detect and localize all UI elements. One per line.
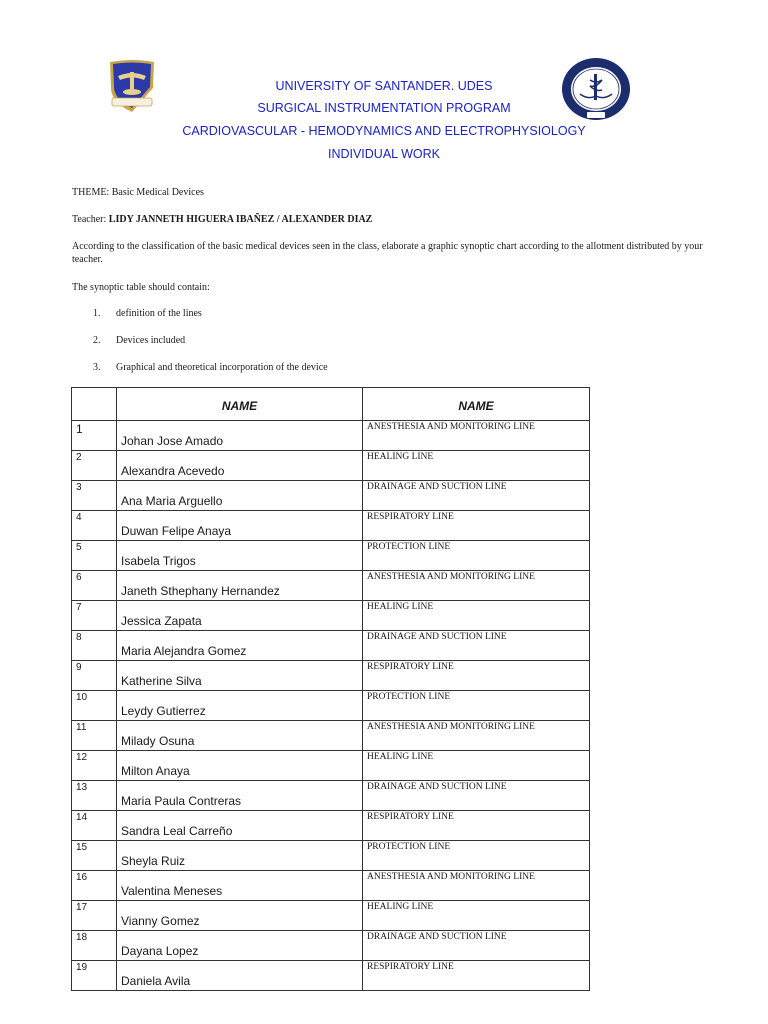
- teacher-names: LIDY JANNETH HIGUERA IBAÑEZ / ALEXANDER DIAZ: [108, 214, 373, 225]
- table-row: [72, 601, 590, 631]
- assignment-table: [71, 387, 590, 991]
- assigned-line-cell: RESPIRATORY LINE: [363, 511, 590, 541]
- table-row: [72, 511, 590, 541]
- student-name-cell: Daniela Avila: [117, 961, 363, 991]
- row-number-cell: 3: [72, 481, 117, 511]
- row-number-cell: 7: [72, 601, 117, 631]
- table-row: [72, 541, 590, 571]
- row-number-cell: 12: [72, 751, 117, 781]
- table-row: [72, 931, 590, 961]
- row-number-cell: 1: [72, 421, 117, 451]
- header-number-cell: [72, 388, 117, 421]
- row-number-cell: 11: [72, 721, 117, 751]
- synoptic-intro: The synoptic table should contain:: [72, 282, 210, 293]
- requirement-number: 2.: [93, 335, 101, 346]
- student-name-cell: Leydy Gutierrez: [117, 691, 363, 721]
- requirement-number: 3.: [93, 362, 101, 373]
- table-row: [72, 871, 590, 901]
- student-name-cell: Katherine Silva: [117, 661, 363, 691]
- assigned-line-cell: ANESTHESIA AND MONITORING LINE: [363, 571, 590, 601]
- program-title: SURGICAL INSTRUMENTATION PROGRAM: [257, 101, 511, 115]
- assigned-line-cell: HEALING LINE: [363, 601, 590, 631]
- table-row: [72, 751, 590, 781]
- table-row: [72, 811, 590, 841]
- requirement-number: 1.: [93, 308, 101, 319]
- requirement-text: Devices included: [116, 335, 186, 346]
- table-row: [72, 571, 590, 601]
- requirement-item: [93, 307, 202, 320]
- row-number-cell: 13: [72, 781, 117, 811]
- assigned-line-cell: DRAINAGE AND SUCTION LINE: [363, 481, 590, 511]
- assigned-line-cell: HEALING LINE: [363, 751, 590, 781]
- table-row: [72, 661, 590, 691]
- row-number-cell: 17: [72, 901, 117, 931]
- assigned-line-cell: DRAINAGE AND SUCTION LINE: [363, 631, 590, 661]
- assigned-line-cell: RESPIRATORY LINE: [363, 811, 590, 841]
- instructions-paragraph: According to the classification of the basic medical devices seen in the class, elaborate a graphic synoptic chart according to the allotment distributed by your teacher.: [72, 241, 703, 265]
- requirement-item: [93, 334, 185, 347]
- table-row: [72, 421, 590, 451]
- table-row: [72, 481, 590, 511]
- student-name-cell: Alexandra Acevedo: [117, 451, 363, 481]
- row-number-cell: 4: [72, 511, 117, 541]
- row-number-cell: 9: [72, 661, 117, 691]
- teacher-label: Teacher:: [72, 214, 109, 225]
- assigned-line-cell: PROTECTION LINE: [363, 841, 590, 871]
- student-name-cell: Milady Osuna: [117, 721, 363, 751]
- student-name-cell: Duwan Felipe Anaya: [117, 511, 363, 541]
- student-name-cell: Janeth Sthephany Hernandez: [117, 571, 363, 601]
- table-row: [72, 631, 590, 661]
- table-row: [72, 451, 590, 481]
- student-name-cell: Isabela Trigos: [117, 541, 363, 571]
- header-name-cell: NAME: [117, 388, 363, 421]
- assigned-line-cell: ANESTHESIA AND MONITORING LINE: [363, 871, 590, 901]
- row-number-cell: 5: [72, 541, 117, 571]
- row-number-cell: 10: [72, 691, 117, 721]
- table-row: [72, 901, 590, 931]
- table-row: [72, 961, 590, 991]
- row-number-cell: 8: [72, 631, 117, 661]
- student-name-cell: Vianny Gomez: [117, 901, 363, 931]
- student-name-cell: Sandra Leal Carreño: [117, 811, 363, 841]
- table-row: [72, 691, 590, 721]
- requirement-item: [93, 361, 328, 374]
- table-row: [72, 721, 590, 751]
- row-number-cell: 14: [72, 811, 117, 841]
- table-row: [72, 781, 590, 811]
- teacher-line: [72, 213, 372, 226]
- student-name-cell: Maria Alejandra Gomez: [117, 631, 363, 661]
- assigned-line-cell: RESPIRATORY LINE: [363, 661, 590, 691]
- assigned-line-cell: PROTECTION LINE: [363, 691, 590, 721]
- student-name-cell: Milton Anaya: [117, 751, 363, 781]
- assigned-line-cell: ANESTHESIA AND MONITORING LINE: [363, 721, 590, 751]
- assigned-line-cell: ANESTHESIA AND MONITORING LINE: [363, 421, 590, 451]
- course-title: CARDIOVASCULAR - HEMODYNAMICS AND ELECTROPHYSIOLOGY: [182, 124, 586, 138]
- student-name-cell: Ana Maria Arguello: [117, 481, 363, 511]
- row-number-cell: 6: [72, 571, 117, 601]
- assigned-line-cell: RESPIRATORY LINE: [363, 961, 590, 991]
- assigned-line-cell: HEALING LINE: [363, 451, 590, 481]
- student-name-cell: Jessica Zapata: [117, 601, 363, 631]
- table-row: [72, 841, 590, 871]
- student-name-cell: Valentina Meneses: [117, 871, 363, 901]
- theme-line: THEME: Basic Medical Devices: [72, 187, 204, 198]
- student-name-cell: Sheyla Ruiz: [117, 841, 363, 871]
- row-number-cell: 18: [72, 931, 117, 961]
- student-name-cell: Maria Paula Contreras: [117, 781, 363, 811]
- assigned-line-cell: HEALING LINE: [363, 901, 590, 931]
- header-line-cell: NAME: [363, 388, 590, 421]
- requirement-text: Graphical and theoretical incorporation of the device: [116, 362, 328, 373]
- work-type-title: INDIVIDUAL WORK: [327, 147, 441, 161]
- assigned-line-cell: DRAINAGE AND SUCTION LINE: [363, 931, 590, 961]
- assigned-line-cell: PROTECTION LINE: [363, 541, 590, 571]
- student-name-cell: Dayana Lopez: [117, 931, 363, 961]
- row-number-cell: 16: [72, 871, 117, 901]
- row-number-cell: 2: [72, 451, 117, 481]
- requirement-text: definition of the lines: [116, 308, 202, 319]
- assigned-line-cell: DRAINAGE AND SUCTION LINE: [363, 781, 590, 811]
- row-number-cell: 15: [72, 841, 117, 871]
- row-number-cell: 19: [72, 961, 117, 991]
- student-name-cell: Johan Jose Amado: [117, 421, 363, 451]
- university-title: UNIVERSITY OF SANTANDER. UDES: [275, 79, 493, 93]
- table-header-row: [72, 388, 590, 421]
